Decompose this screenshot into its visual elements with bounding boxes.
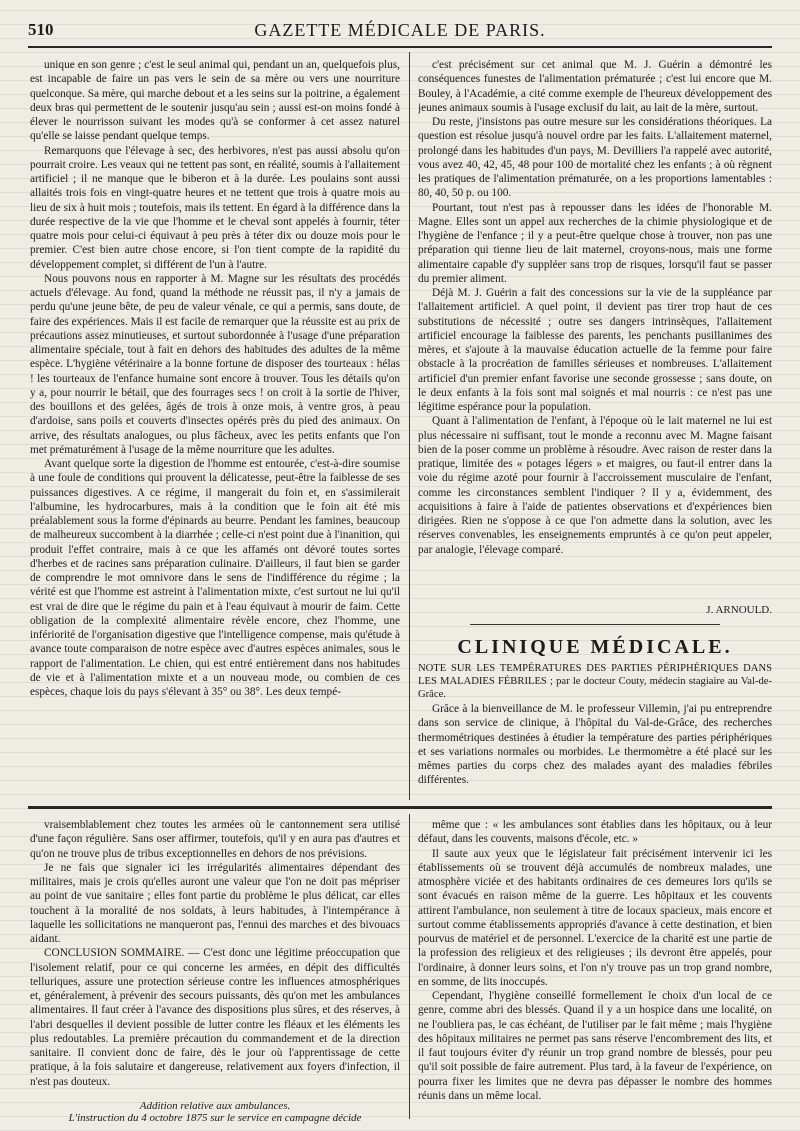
column-divider (409, 52, 410, 800)
bottom-left-column (30, 818, 400, 1103)
paragraph: Déjà M. J. Guérin a fait des concessions sur la vie de la suppléance par l'allaitement artificiel. A quel point, il devient pas tirer trop haut de ces substitutions de nécessité ; outre ses dangers intrinsèques, l'allaitement artificiel encourage la faiblesse des parents, les penchants pusillanimes des mères, et s'ajoute à la mauvaise éducation actuelle de la femme pour faire obstacle à la procréation de familles sérieuses et nombreuses. L'allaitement artificiel d'un premier enfant favorise une seconde grossesse ; sans doute, on le deux enfants à la fois sont mal soignés et mal nourris : ce n'est pas une légitime espérance pour la population. (418, 287, 772, 413)
paragraph: Il saute aux yeux que le législateur fait précisément intervenir ici les établissements où se trouvent déjà accumulés de nombreux malades, une atmosphère viciée et des habitants ordinaires de ces demeures lors qu'ils se sont évacués en raison même de la guerre. Les hôpitaux et les couvents attirent l'ambulance, non seulement à titre de locaux spacieux, mais encore et surtout comme établissements appropriés d'avance à cette destination, et bien pourvus de matériel et de personnel. L'exercice de la charité est une partie de la profession des religieux et des religieuses ; ils devront être appelés, pour l'ordinaire, à donner leurs soins, et l'on n'y trouve pas un trop grand nombre, en somme, de lits inoccupés. (418, 847, 772, 988)
section-body (418, 702, 772, 794)
paragraph: Du reste, j'insistons pas outre mesure sur les considérations théoriques. La question est résolue jusqu'à nouvel ordre par les faits. L'allaitement maternel, prolongé dans les habitudes d'un pays, M. Devilliers l'a rappelé avec autorité, vous avez 40, 42, 45, 48 pour 100 de mortalité chez les enfants ; à où règnent les pratiques de l'alimentation prématurée, on a les proportions lamentables : 80, 40, 50 p. ou 100. (418, 116, 772, 200)
header-rule (28, 46, 772, 48)
paragraph: Nous pouvons nous en rapporter à M. Magne sur les résultats des procédés actuels d'élevage. Au fond, quand la méthode ne réussit pas, il n'y a jamais de perdu qu'une jeune bête, de peu de valeur vénale, ce qui a permis, sans doute, de faire des expériences. Mais il est facile de remarquer que la réussite est au prix de précautions assez minutieuses, et surtout subordonnée à l'usage d'une préparation alimentaire spéciale, tout à fait en dehors des habitudes des adultes de la même espèce. L'hygiène vétérinaire a la bonne fortune de disposer des tourteaux : hélas ! les tourteaux de l'enfance humaine sont encore à trouver. Tous les détails qu'on y a, pour nourrir le bétail, que des fourrages secs ! on croit à la sortie de l'hiver, des bouillons et des gelées, âgés de trois à onze mois, à ventre gros, à peau d'ardoise, sans poils et couverts d'insectes opérés près du pied des animaux. On arrive, des résultats analogues, ou plus fâcheux, avec les petits enfants que l'on met prématurément à l'usage de la même nourriture que les adultes. (30, 272, 400, 456)
paragraph: unique en son genre ; c'est le seul animal qui, pendant un an, quelquefois plus, est incapable de faire un pas vers le sein de sa mère ou vers une nourriture quelconque. Sa mère, qui marche debout et a les seins sur la poitrine, a également deux bras qui permettent de le soutenir jusqu'au sein ; aussi est-on moins fondé à élever le nourrisson suivant les modes qu'à se conformer à cet assez naturel qu'elle se laisse pendant quelque temps. (30, 59, 400, 143)
paragraph: Je ne fais que signaler ici les irrégularités alimentaires dépendant des militaires, mais je crois qu'elles auront une valeur que l'on ne doit pas mépriser au point de vue sanitaire ; elles font partie du problème le plus délicat, car elles touchent à la moralité de nos soldats, à leurs habitudes, à l'intempérance à laquelle les sollicitations ne manqueront pas, l'ennui des marches et des bivouacs aidant. (30, 861, 400, 945)
paragraph: vraisemblablement chez toutes les armées où le cantonnement sera utilisé d'une façon régulière. Sans oser affirmer, toutefois, qu'il y en aura pas d'autres et qu'on ne trouve plus de tribus exceptionnelles en dehors de nos prévisions. (30, 819, 400, 860)
column-divider (409, 814, 410, 1119)
paragraph: même que : « les ambulances sont établies dans les hôpitaux, ou à leur défaut, dans les couvents, maisons d'école, etc. » (418, 819, 772, 846)
paragraph: Remarquons que l'élevage à sec, des herbivores, n'est pas aussi absolu qu'on pourrait croire. Les veaux qui ne tettent pas sont, en réalité, soumis à l'allaitement artificiel ; il ne manque que le biberon et à la durée. Les poulains sont aussi allaités trois fois en vingt-quatre heures et ne tettent que trois à quatre mois au lieu de six à huit mois ; toutefois, mais ils tettent. En égard à la différence dans la durée respective de la vie que l'homme et le cheval sont appelés à fournir, téter quatre mois pour celui-ci équivaut à peu près à téter dix ou douze mois pour le premier. C'est bien autre chose encore, si l'on tient compte de la rapidité du développement complet, si différent de l'un à l'autre. (30, 144, 400, 271)
section-subtitle: NOTE SUR LES TEMPÉRATURES DES PARTIES PÉRIPHÉRIQUES DANS LES MALADIES FÉBRILES ; par le docteur Couty, médecin stagiaire au Val-de-Grâce. (418, 663, 772, 700)
lower-section-rule (28, 806, 772, 809)
bottom-right-column (418, 818, 772, 1103)
paragraph: Grâce à la bienveillance de M. le professeur Villemin, j'ai pu entreprendre dans son service de clinique, à l'hôpital du Val-de-Grâce, des recherches thermométriques destinées à étudier la température des parties périphériques et ses variations normales ou morbides. Le thermomètre a été placé sur les mêmes parties du corps chez des malades ayant des maladies fébriles différentes. (418, 703, 772, 787)
section-separator (470, 624, 720, 625)
footer-heading: Addition relative aux ambulances. (139, 1100, 291, 1112)
right-column (418, 58, 772, 601)
paragraph: CONCLUSION SOMMAIRE. — C'est donc une légitime préoccupation que l'isolement relatif, pour ce qui concerne les armées, en dépit des difficultés telluriques, assure une protection sérieuse contre les influences atmosphériques et, généralement, à prévenir des secours puissants, dès qu'on met les ambulances alimentaires. Il faut créer à l'avance des dispositions plus sûres, et des réserves, à l'abri desquelles il devient possible de lutter contre les fléaux et les éléments les plus redoutables. La première précaution du commandement et de la direction sanitaire. Il convient donc de faire, dès le jour où l'apprentissage de cette pratique, à la fois salutaire et dangereuse, relativement aux foyers d'infection, il n'est pas douteux. (30, 947, 400, 1088)
left-column (30, 58, 400, 795)
page-header (28, 18, 772, 42)
paragraph: Cependant, l'hygiène conseillé formellement le choix d'un local de ce genre, comme abri des blessés. Quand il y a un hospice dans une localité, on ne l'oubliera pas, le cas échéant, de l'utiliser par le fait même ; mais l'hygiène des hôpitaux militaires ne permet pas sans réserve l'encombrement des lits, et il faut toujours éviter d'y réunir un trop grand nombre de blessés, pour peu qu'il soit possible de faire autrement. Plus tard, à la faveur de l'expérience, on pourra fixer les limites que ne devra pas dépasser le nombre des hommes réunis dans un même local. (418, 990, 772, 1102)
paragraph: Avant quelque sorte la digestion de l'homme est entourée, c'est-à-dire soumise à une foule de conditions qui prouvent la délicatesse, peut-être la faiblesse de ses puissances digestives. A ce régime, il mangerait du foin et, en s'assimilerait l'albumine, les hydrocarbures, mais à la condition que le foin ait été mis préalablement sous la forme d'épinards au beurre. Pendant les famines, beaucoup de malheureux succombent à la diarrhée ; celle-ci n'est point due à l'inanition, qui produit l'effet contraire, mais à ce que les affamés ont dévoré toutes sortes d'herbes et de racines sans préparation culinaire. D'ailleurs, il faut bien se garder de comprendre le mot omnivore dans le sens de l'indifférence du régime ; la vérité est que l'homme est astreint à l'alimentation mixte, c'est surtout ne lui qu'il est vrai de dire que le régime du pain et à l'eau équivaut à mourir de faim. Cette obligation de la complexité alimentaire révèle encore, chez l'homme, une infériorité de l'organisation digestive que l'intelligence compense, mais qu'étude à avance toute comparaison de notre espèce avec d'autres espèces animales, sous le rapport de l'alimentation. Le chien, qui est entré entièrement dans nos habitudes de vie et à l'alimentation mixte et a un nouveau mode, ou combien de ces espèces, chaque lois du pays s'élevant à 35° ou 38°. Les deux tempé- (30, 458, 400, 698)
paragraph: Quant à l'alimentation de l'enfant, à l'époque où le lait maternel ne lui est plus nécessaire ni suffisant, tout le monde a reconnu avec M. Magne faisant bien de la poser comme un problème à résoudre. Avec raison de rester dans la pratique, limitée des « potages légers » et maigres, ou faut-il entrer dans la voie du régime azoté pour fournir à l'accroissement musculaire de l'enfant, comme les circonstances semblent l'indiquer ? Il y a, évidemment, des acquisitions à faire à l'aide de patientes observations et d'expériences bien dirigées. Rien ne s'oppose à ce que l'on admette dans la solution, avec les réserves convenables, les enseignements empruntés à ce qu'on peut appeler, par analogie, l'élevage comparé. (418, 415, 772, 556)
paragraph: Pourtant, tout n'est pas à repousser dans les idées de l'honorable M. Magne. Elles sont un appel aux recherches de la chimie physiologique et de l'hygiène de l'enfance ; il y a peut-être quelque chose à trouver, non pas une préparation qui tienne lieu de lait maternel, croyons-nous, mais une forme alimentaire capable d'y suppléer sans trop de risques, lorsqu'il faut se passer du premier aliment. (418, 201, 772, 285)
footer (30, 1100, 400, 1124)
section-title: CLINIQUE MÉDICALE. (457, 636, 733, 658)
page-number: 510 (28, 20, 54, 39)
footer-line: L'instruction du 4 octobre 1875 sur le service en campagne décide (68, 1112, 362, 1124)
page-title: GAZETTE MÉDICALE DE PARIS. (254, 20, 546, 40)
paragraph: c'est précisément sur cet animal que M. J. Guérin a démontré les conséquences funestes de l'alimentation prématurée ; c'est lui encore que M. Bouley, à l'Académie, a cité comme exemple de l'heureux développement des jeunes animaux soumis à l'usage exclusif du lait, au lait de la mère, surtout. (418, 59, 772, 114)
author-signature: J. ARNOULD. (706, 604, 772, 616)
